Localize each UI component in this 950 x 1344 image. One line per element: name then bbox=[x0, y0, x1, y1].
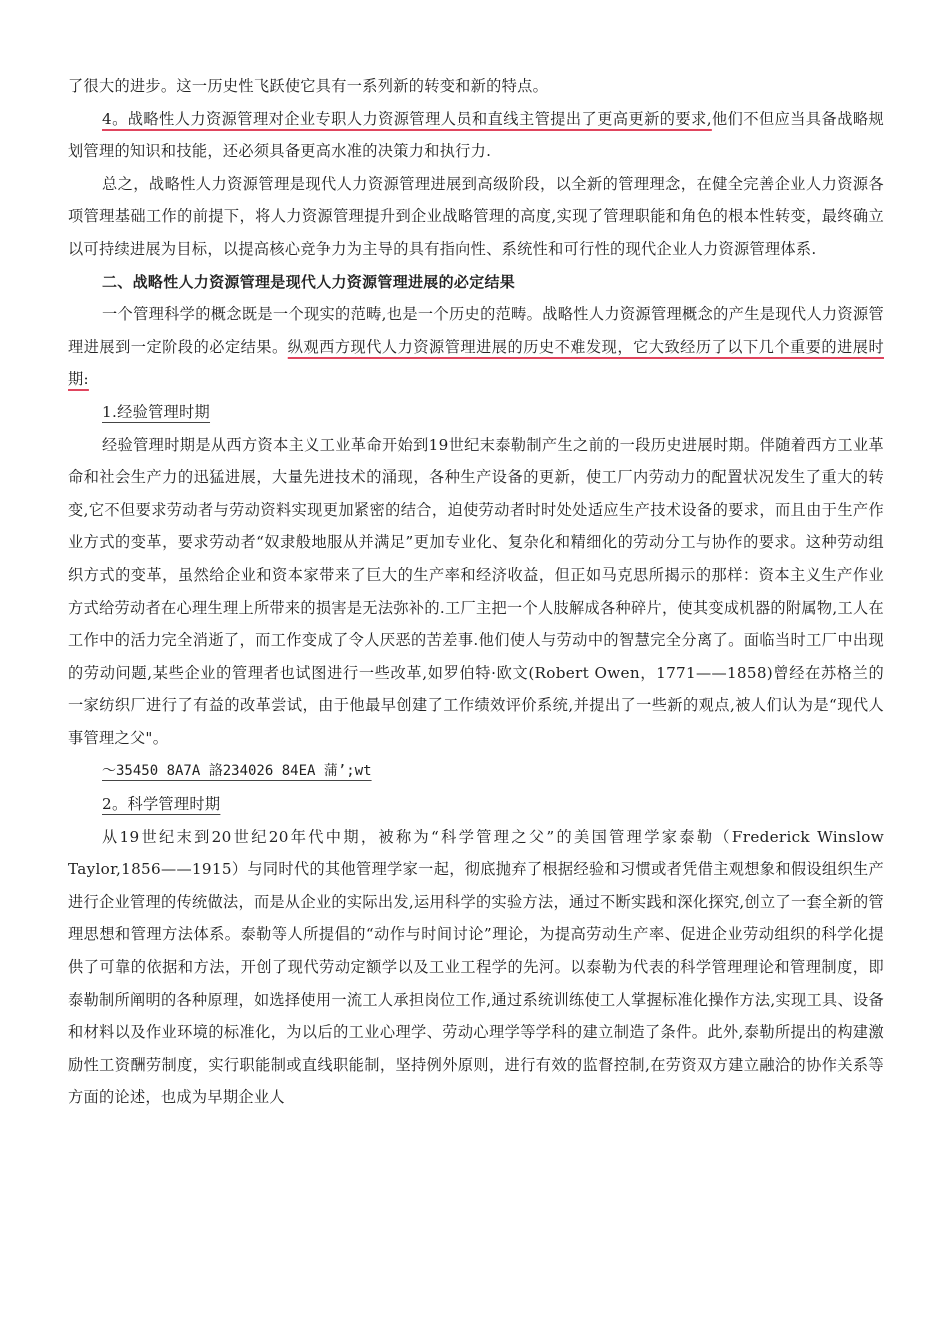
paragraph-text: 从19世纪末到20世纪20年代中期，被称为“科学管理之父”的美国管理学家泰勒（Frederick Winslow Taylor,1856——1915）与同时代的其他管理学家一起，彻底抛弃了根据经验和习惯或者凭借主观想象和假设组织生产进行企业管理的传统做法，而是从企业的实际出发,运用科学的实验方法，通过不断实践和深化探究,创立了一套全新的管理思想和管理方法体系。泰勒等人所提倡的“动作与时间讨论”理论，为提高劳动生产率、促进企业劳动组织的科学化提供了可靠的依据和方法，开创了现代劳动定额学以及工业工程学的先河。以泰勒为代表的科学管理理论和管理制度，即泰勒制所阐明的各种原理，如选择使用一流工人承担岗位工作,通过系统训练使工人掌握标准化操作方法,实现工具、设备和材料以及作业环境的标准化，为以后的工业心理学、劳动心理学等学科的建立制造了条件。此外,泰勒所提出的构建激励性工资酬劳制度，实行职能制或直线职能制，坚持例外原则，进行有效的监督控制,在劳资双方建立融洽的协作关系等方面的论述，也成为早期企业人 bbox=[68, 827, 884, 1107]
paragraph-summary bbox=[68, 168, 884, 266]
paragraph-continuation bbox=[68, 70, 884, 103]
paragraph-scientific-management bbox=[68, 821, 884, 1114]
paragraph-experience-management bbox=[68, 429, 884, 755]
subsection-title-1 bbox=[68, 396, 884, 429]
section-heading bbox=[68, 266, 884, 299]
subsection-title-text: 2。科学管理时期 bbox=[102, 795, 221, 814]
subsection-title-2 bbox=[68, 788, 884, 821]
garbled-text: ～35450 8A7A 詻234026 84EA 蒲’;wt bbox=[102, 763, 372, 780]
paragraph-text: 一个管理科学的概念既是一个现实的范畴,也是一个历史的范畴。战略性人力资源管理概念的产生是现代人力资源管理进展到一定阶段的必定结果。 bbox=[68, 305, 884, 356]
heading-text: 二、战略性人力资源管理是现代人力资源管理进展的必定结果 bbox=[102, 272, 516, 291]
paragraph-text: 他们不但应当具备战略规划管理的知识和技能，还必须具备更高水准的决策力和执行力. bbox=[68, 109, 884, 161]
paragraph-text: 经验管理时期是从西方资本主义工业革命开始到19世纪末泰勒制产生之前的一段历史进展时期。伴随着西方工业革命和社会生产力的迅猛进展，大量先进技术的涌现，各种生产设备的更新，使工厂内劳动力的配置状况发生了重大的转变,它不但要求劳动者与劳动资料实现更加紧密的结合，迫使劳动者时时处处适应生产技术设备的要求，而且由于生产作业方式的变革，要求劳动者“奴隶般地服从并满足”更加专业化、复杂化和精细化的劳动分工与协作的要求。这种劳动组织方式的变革，虽然给企业和资本家带来了巨大的生产率和经济收益，但正如马克思所揭示的那样：资本主义生产作业方式给劳动者在心理生理上所带来的损害是无法弥补的.工厂主把一个人肢解成各种碎片，使其变成机器的附属物,工人在工作中的活力完全消逝了，而工作变成了令人厌恶的苦差事.他们使人与劳动中的智慧完全分离了。面临当时工厂中出现的劳动问题,某些企业的管理者也试图进行一些改革,如罗伯特·欧文(Robert Owen，1771——1858)曾经在苏格兰的一家纺织厂进行了有益的改革尝试，由于他最早创建了工作绩效评价系统,并提出了一些新的观点,被人们认为是“现代人事管理之父"。 bbox=[68, 435, 884, 747]
paragraph-text: 了很大的进步。这一历史性飞跃使它具有一系列新的转变和新的特点。 bbox=[68, 77, 549, 95]
paragraph-point-4 bbox=[68, 103, 884, 168]
subsection-title-text: 1.经验管理时期 bbox=[102, 402, 211, 421]
underlined-passage: 纵观西方现代人力资源管理进展的历史不难发现，它大致经历了以下几个重要的进展时期: bbox=[68, 337, 884, 389]
paragraph-text: 总之，战略性人力资源管理是现代人力资源管理进展到高级阶段，以全新的管理理念，在健全完善企业人力资源各项管理基础工作的前提下，将人力资源管理提升到企业战略管理的高度,实现了管理职能和角色的根本性转变，最终确立以可持续进展为目标，以提高核心竞争力为主导的具有指向性、系统性和可行性的现代企业人力资源管理体系. bbox=[68, 174, 884, 258]
paragraph-intro bbox=[68, 298, 884, 396]
garbled-code-line bbox=[68, 754, 884, 788]
underlined-passage: 4。战略性人力资源管理对企业专职人力资源管理人员和直线主管提出了更高更新的要求, bbox=[102, 109, 712, 128]
